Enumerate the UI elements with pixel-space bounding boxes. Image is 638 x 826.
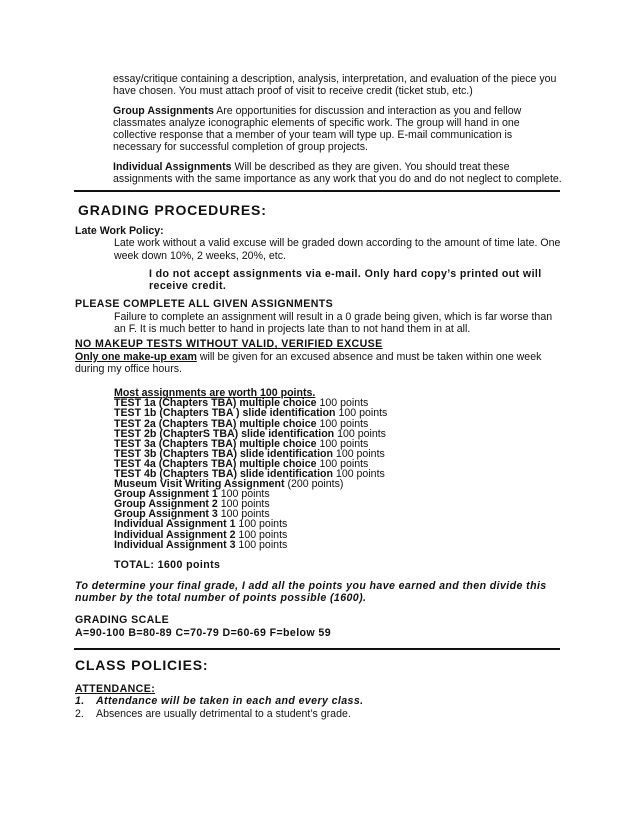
assignment-points: 100 points	[319, 397, 369, 410]
complete-assignments-text: Failure to complete an assignment will result in a 0 grade being given, which is far worse than an F. It is much better to hand in projects late than to not hand them in at all.	[114, 310, 553, 336]
section-divider-bottom	[74, 648, 560, 650]
attendance-label: ATTENDANCE:	[75, 683, 156, 695]
individual-assignments-label: Individual Assignments	[113, 160, 232, 173]
assignment-name: Museum Visit Writing Assignment	[114, 478, 285, 491]
total-points: TOTAL: 1600 points	[114, 558, 221, 571]
makeup-paragraph	[75, 351, 565, 376]
assignment-points: 100 points	[337, 427, 386, 440]
assignment-row	[114, 540, 565, 550]
group-assignments-label: Group Assignments	[113, 104, 214, 117]
late-work-label: Late Work Policy:	[75, 225, 164, 237]
attendance-item-2-number: 2.	[75, 707, 84, 720]
grading-scale-values: A=90-100 B=80-89 C=70-79 D=60-69 F=below 59	[75, 626, 331, 639]
policies-section	[75, 683, 565, 720]
assignment-points: 100 points	[319, 437, 369, 450]
policies-heading: CLASS POLICIES:	[75, 657, 209, 673]
assignment-name: Group Assignment 2	[114, 498, 218, 511]
attendance-item-1-number: 1.	[75, 695, 85, 708]
attendance-item-2-text: Absences are usually detrimental to a student’s grade.	[96, 707, 351, 720]
group-assignments-text: Are opportunities for discussion and interaction as you and fellow classmates analyze iconographic elements of specific work. The group will hand in one collective response that a member of your team will type up. E-mail communication is necessary for successful completion of group projects.	[113, 104, 522, 154]
assignment-points: 100 points	[319, 457, 369, 470]
assignment-name: TEST 3b (Chapters TBA) slide identification	[114, 447, 333, 460]
grading-heading: GRADING PROCEDURES:	[78, 202, 267, 218]
assignment-points: 100 points	[335, 447, 385, 460]
assignment-name: TEST 2a (Chapters TBA) multiple choice	[114, 417, 317, 430]
assignment-name: TEST 3a (Chapters TBA) multiple choice	[114, 437, 317, 450]
group-assignments-paragraph	[113, 105, 563, 154]
assignment-name: TEST 4b (Chapters TBA) slide identification	[114, 468, 333, 481]
section-divider-top	[74, 190, 560, 192]
makeup-text: will be given for an excused absence and must be taken within one week during my office hours.	[75, 350, 542, 375]
assignment-name: TEST 1a (Chapters TBA) multiple choice	[114, 397, 317, 410]
attendance-item-2	[75, 708, 565, 720]
assignment-points: 100 points	[319, 417, 369, 430]
makeup-tests-label: NO MAKEUP TESTS WITHOUT VALID, VERIFIED EXCUSE	[75, 338, 383, 351]
attendance-item-1	[75, 695, 565, 707]
late-work-notice: I do not accept assignments via e-mail. Only hard copy’s printed out will receive credit.	[149, 267, 542, 293]
assignment-name: Individual Assignment 2	[114, 528, 236, 541]
assignment-points: 100 points	[238, 538, 288, 551]
assignment-points: 100 points	[238, 518, 288, 531]
makeup-bold: Only one make-up exam	[75, 350, 197, 363]
assignment-list	[75, 388, 565, 570]
assignment-points: 100 points	[220, 508, 270, 521]
assignment-name: TEST 4a (Chapters TBA) multiple choice	[114, 457, 317, 470]
assignment-points: (200 points)	[287, 478, 344, 491]
intro-section	[113, 73, 563, 185]
final-grade-text: To determine your final grade, I add all the points you have earned and then divide this number by the total number of points possible (1600).	[75, 579, 547, 605]
assignment-points: 100 points	[220, 488, 270, 501]
assignment-name: Individual Assignment 3	[114, 538, 236, 551]
assignment-points: 100 points	[338, 407, 388, 420]
assignment-name: Individual Assignment 1	[114, 518, 236, 531]
assignment-points: 100 points	[335, 468, 385, 481]
attendance-item-1-text: Attendance will be taken in each and every class.	[96, 695, 364, 708]
essay-paragraph: essay/critique containing a description, analysis, interpretation, and evaluation of the piece you have chosen. You must attach proof of visit to receive credit (ticket stub, etc.)	[113, 73, 557, 98]
assignment-name: Group Assignment 1	[114, 488, 218, 501]
complete-assignments-label: PLEASE COMPLETE ALL GIVEN ASSIGNMENTS	[75, 298, 334, 311]
assignment-rows	[114, 398, 565, 549]
late-work-text: Late work without a valid excuse will be graded down according to the amount of time late. One week down 10%, 2 weeks, 20%, etc.	[114, 237, 561, 262]
assignment-name: Group Assignment 3	[114, 508, 218, 521]
individual-assignments-paragraph	[113, 161, 563, 186]
individual-assignments-text: Will be described as they are given. You should treat these assignments with the same importance as any work that you do and do not neglect to complete.	[113, 160, 562, 186]
grading-scale-label: GRADING SCALE	[75, 614, 170, 627]
assignment-name: TEST 2b (ChapterS TBA) slide identification	[114, 427, 335, 440]
assignment-list-heading: Most assignments are worth 100 points.	[114, 387, 316, 400]
assignment-points: 100 points	[238, 528, 288, 541]
assignment-name: TEST 1b (Chapters TBA ) slide identification	[114, 407, 336, 420]
assignment-points: 100 points	[220, 498, 270, 511]
grading-section	[75, 225, 565, 639]
